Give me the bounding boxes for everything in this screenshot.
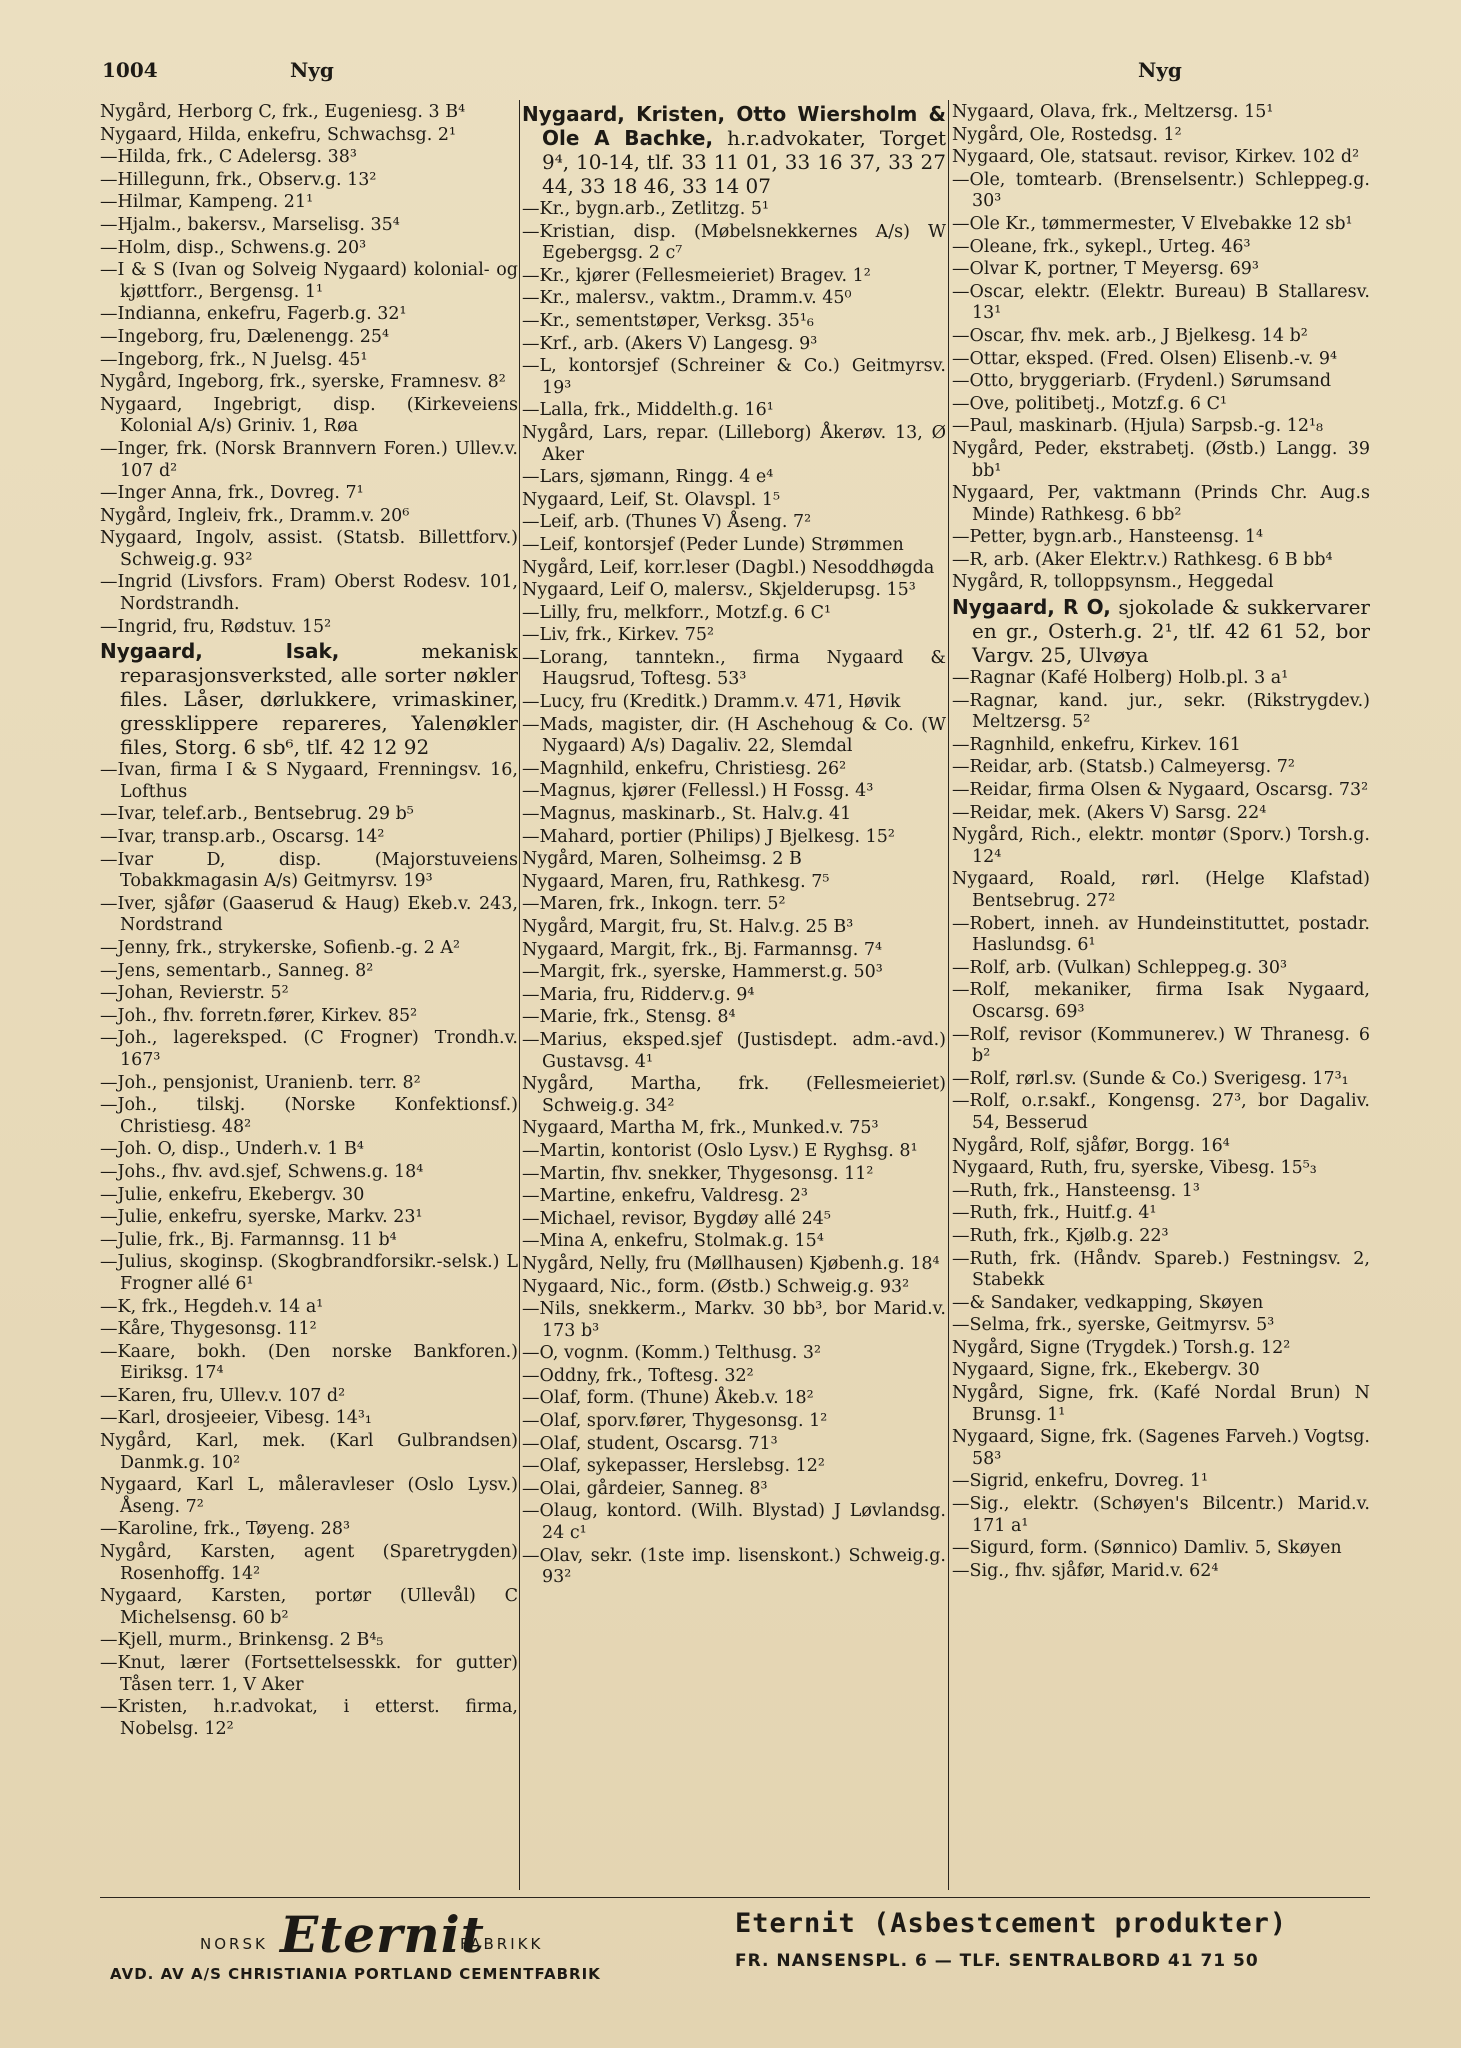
- entry-name: Nygaard, Kristen, Otto Wiersholm & Ole A Bachke,: [522, 102, 946, 150]
- directory-entry: —Krf., arb. (Akers V) Langesg. 9³: [522, 333, 818, 354]
- ad-address: FR. NANSENSPL. 6 — TLF. SENTRALBORD 41 71 50: [735, 1951, 1259, 1971]
- directory-entry: Nygaard, Roald, rørl. (Helge Klafstad) Bentsebrug. 27²: [952, 869, 1370, 911]
- directory-entry: —Robert, inneh. av Hundeinstituttet, postadr. Haslundsg. 6¹: [952, 913, 1370, 956]
- entry-details: mekanisk reparasjonsverksted, alle sorter nøkler files. Låser, dørlukkere, vrimaskiner, gressklippere repareres, Yalenøkler files, Storg. 6 sb⁶, tlf. 42 12 92: [120, 639, 518, 760]
- directory-entry: —Leif, arb. (Thunes V) Åseng. 7²: [522, 512, 812, 533]
- directory-entry: —Petter, bygn.arb., Hansteensg. 1⁴: [952, 527, 1264, 548]
- directory-entry: —Rolf, o.r.sakf., Kongensg. 27³, bor Dagaliv. 54, Besserud: [952, 1091, 1370, 1133]
- directory-entry: —Nils, snekkerm., Markv. 30 bb³, bor Marid.v. 173 b³: [522, 1299, 946, 1341]
- directory-entry: —Lucy, fru (Kreditk.) Dramm.v. 471, Høvik: [522, 692, 901, 713]
- directory-entry: —Martine, enkefru, Valdresg. 2³: [522, 1186, 808, 1207]
- directory-entry: —Ruth, frk. (Håndv. Spareb.) Festningsv. 2, Stabekk: [952, 1248, 1370, 1291]
- directory-entry: —Ove, politibetj., Motzf.g. 6 C¹: [952, 393, 1228, 414]
- directory-entry: —Oddny, frk., Toftesg. 32²: [522, 1365, 754, 1386]
- directory-entry: Nygård, Ingleiv, frk., Dramm.v. 20⁶: [100, 505, 410, 526]
- eternit-logo: Eternit: [280, 1905, 485, 1964]
- directory-entry: —Maria, fru, Ridderv.g. 9⁴: [522, 984, 755, 1005]
- directory-entry: —Indianna, enkefru, Fagerb.g. 32¹: [100, 304, 407, 325]
- directory-entry: —Holm, disp., Schwens.g. 20³: [100, 237, 367, 258]
- directory-entry: —Olai, gårdeier, Sanneg. 8³: [522, 1478, 768, 1499]
- directory-entry: Nygård, Karl, mek. (Karl Gulbrandsen) Danmk.g. 10²: [100, 1431, 518, 1473]
- directory-entry: —Sigrid, enkefru, Dovreg. 1¹: [952, 1471, 1209, 1492]
- directory-entry: —Oscar, elektr. (Elektr. Bureau) B Stallaresv. 13¹: [952, 281, 1370, 324]
- directory-entry: —Mads, magister, dir. (H Aschehoug & Co. (W Nygaard) A/s) Dagaliv. 22, Slemdal: [522, 714, 946, 757]
- directory-entry: —Olaug, kontord. (Wilh. Blystad) J Løvlandsg. 24 c¹: [522, 1501, 946, 1544]
- footer-divider: [100, 1897, 1370, 1898]
- directory-entry: Nygård, Peder, ekstrabetj. (Østb.) Langg. 39 bb¹: [952, 438, 1370, 481]
- directory-entry: Nygaard, Karl L, måleravleser (Oslo Lysv.) Åseng. 7²: [100, 1475, 518, 1517]
- directory-entry: —Reidar, firma Olsen & Nygaard, Oscarsg. 73²: [952, 780, 1369, 801]
- entry-name: Nygaard, R O,: [952, 595, 1111, 620]
- directory-entry: —Ruth, frk., Hansteensg. 1³: [952, 1180, 1200, 1201]
- directory-entry: —Julie, enkefru, Ekebergv. 30: [100, 1184, 365, 1205]
- directory-column-3: [952, 102, 1370, 1950]
- directory-entry: —Ragnar (Kafé Holberg) Holb.pl. 3 a¹: [952, 668, 1289, 689]
- directory-entry: Nygaard, Per, vaktmann (Prinds Chr. Aug.s Minde) Rathkesg. 6 bb²: [952, 483, 1370, 525]
- directory-entry: —Marie, frk., Stensg. 8⁴: [522, 1007, 736, 1028]
- directory-entry: —Oleane, frk., sykepl., Urteg. 46³: [952, 236, 1251, 257]
- directory-entry: —Johan, Revierstr. 5²: [100, 983, 289, 1004]
- ad-fabrikk: FABRIKK: [460, 1935, 544, 1953]
- directory-column-2: [522, 102, 946, 1950]
- directory-entry: —Mina A, enkefru, Stolmak.g. 15⁴: [522, 1231, 824, 1252]
- directory-entry: —Ole Kr., tømmermester, V Elvebakke 12 sb¹: [952, 213, 1353, 234]
- directory-entry: —Ottar, eksped. (Fred. Olsen) Elisenb.-v. 9⁴: [952, 348, 1338, 369]
- directory-entry: —Lilly, fru, melkforr., Motzf.g. 6 C¹: [522, 602, 832, 623]
- directory-entry: —Knut, lærer (Fortsettelsesskk. for gutter) Tåsen terr. 1, V Aker: [100, 1653, 518, 1695]
- directory-entry: —Maren, frk., Inkogn. terr. 5²: [522, 894, 786, 915]
- directory-entry: —Olaf, student, Oscarsg. 71³: [522, 1433, 778, 1454]
- directory-entry: —Olav, sekr. (1ste imp. lisenskont.) Schweig.g. 93²: [522, 1545, 946, 1588]
- running-head-right: Nyg: [1138, 58, 1182, 82]
- directory-entry: —Hjalm., bakersv., Marselisg. 35⁴: [100, 214, 400, 235]
- directory-entry: Nygaard, Leif, St. Olavspl. 1⁵: [522, 489, 780, 510]
- directory-entry: Nygård, Ingeborg, frk., syerske, Framnesv. 8²: [100, 372, 506, 393]
- directory-entry: —Rolf, arb. (Vulkan) Schleppeg.g. 30³: [952, 957, 1287, 978]
- directory-entry: Nygaard, Martha M, frk., Munked.v. 75³: [522, 1118, 879, 1139]
- directory-entry: Nygård, Rich., elektr. montør (Sporv.) Torsh.g. 12⁴: [952, 825, 1370, 867]
- directory-entry: Nygaard, Karsten, portør (Ullevål) C Michelsensg. 60 b²: [100, 1586, 518, 1628]
- directory-entry: —Ingeborg, fru, Dælenengg. 25⁴: [100, 326, 390, 347]
- directory-entry: —O, vognm. (Komm.) Telthusg. 3²: [522, 1343, 821, 1364]
- directory-entry: —K, frk., Hegdeh.v. 14 a¹: [100, 1296, 324, 1317]
- directory-entry: —Margit, frk., syerske, Hammerst.g. 50³: [522, 962, 883, 983]
- directory-entry: —Magnus, kjører (Fellessl.) H Fossg. 4³: [522, 781, 874, 802]
- directory-entry: —Kristian, disp. (Møbelsnekkernes A/s) W Egebergsg. 2 c⁷: [522, 221, 946, 264]
- directory-entry: —Kaare, bokh. (Den norske Bankforen.) Eiriksg. 17⁴: [100, 1341, 518, 1384]
- directory-entry: —Lalla, frk., Middelth.g. 16¹: [522, 400, 774, 421]
- directory-entry: —Ivar, transp.arb., Oscarsg. 14²: [100, 827, 385, 848]
- directory-entry: —Kristen, h.r.advokat, i etterst. firma, Nobelsg. 12²: [100, 1697, 518, 1739]
- directory-entry: —Rolf, rørl.sv. (Sunde & Co.) Sverigesg. 17³₁: [952, 1068, 1349, 1089]
- directory-entry: —Joh., pensjonist, Uranienb. terr. 8²: [100, 1072, 421, 1093]
- directory-entry: —Ruth, frk., Huitf.g. 4¹: [952, 1203, 1157, 1224]
- column-divider: [948, 100, 949, 1890]
- directory-entry: —& Sandaker, vedkapping, Skøyen: [952, 1292, 1264, 1313]
- directory-entry: —Hilda, frk., C Adelersg. 38³: [100, 147, 357, 168]
- entry-details: sjokolade & sukkervarer en gr., Osterh.g. 2¹, tlf. 42 61 52, bor Vargv. 25, Ulvøya: [972, 595, 1370, 668]
- directory-entry: —Liv, frk., Kirkev. 75²: [522, 625, 715, 646]
- directory-entry: —Kr., malersv., vaktm., Dramm.v. 45⁰: [522, 288, 852, 309]
- directory-entry: —Olaf, sykepasser, Herslebsg. 12²: [522, 1456, 825, 1477]
- directory-entry: —Sigurd, form. (Sønnico) Damliv. 5, Skøyen: [952, 1538, 1342, 1559]
- directory-column-1: [100, 102, 518, 1950]
- directory-entry: —Olaf, sporv.fører, Thygesonsg. 1²: [522, 1411, 828, 1432]
- directory-entry: Nygård, Ole, Rostedsg. 1²: [952, 124, 1182, 145]
- ad-subline: AVD. AV A/S CHRISTIANIA PORTLAND CEMENTFABRIK: [110, 1965, 601, 1983]
- directory-entry: Nygaard, Ingolv, assist. (Statsb. Billettforv.) Schweig.g. 93²: [100, 528, 518, 570]
- column-divider: [519, 100, 520, 1890]
- running-head-left: Nyg: [290, 58, 334, 82]
- directory-entry: Nygård, Leif, korr.leser (Dagbl.) Nesoddhøgda: [522, 557, 935, 578]
- page-number: 1004: [102, 58, 158, 82]
- directory-entry: —Kr., kjører (Fellesmeieriet) Bragev. 1²: [522, 265, 871, 286]
- directory-entry: —Michael, revisor, Bygdøy allé 24⁵: [522, 1208, 831, 1229]
- directory-entry: Nygård, Maren, Solheimsg. 2 B: [522, 849, 802, 870]
- eternit-logo-advert: [110, 1905, 630, 1995]
- directory-entry: —Magnhild, enkefru, Christiesg. 26²: [522, 758, 847, 779]
- directory-entry: Nygård, Herborg C, frk., Eugeniesg. 3 B⁴: [100, 102, 466, 122]
- directory-entry: Nygaard, Olava, frk., Meltzersg. 15¹: [952, 102, 1274, 122]
- directory-entry: —Magnus, maskinarb., St. Halv.g. 41: [522, 804, 852, 825]
- directory-entry: —Hilmar, Kampeng. 21¹: [100, 192, 314, 213]
- directory-entry: —Kr., sementstøper, Verksg. 35¹₆: [522, 310, 814, 331]
- directory-entry: Nygård, Karsten, agent (Sparetrygden) Rosenhoffg. 14²: [100, 1542, 518, 1584]
- directory-entry: Nygaard, Ingebrigt, disp. (Kirkeveiens Kolonial A/s) Griniv. 1, Røa: [100, 394, 518, 437]
- directory-entry: —Jens, sementarb., Sanneg. 8²: [100, 960, 374, 981]
- directory-entry: —Lorang, tanntekn., firma Nygaard & Haugsrud, Toftesg. 53³: [522, 647, 946, 690]
- directory-entry: —Hillegunn, frk., Observ.g. 13²: [100, 169, 377, 190]
- directory-entry: —Ivan, firma I & S Nygaard, Frenningsv. 16, Lofthus: [100, 760, 518, 802]
- directory-entry: —Karen, fru, Ullev.v. 107 d²: [100, 1385, 346, 1406]
- directory-entry: —Julie, frk., Bj. Farmannsg. 11 b⁴: [100, 1229, 397, 1250]
- directory-entry: Nygaard, Signe, frk., Ekebergv. 30: [952, 1360, 1260, 1381]
- directory-entry: —R, arb. (Aker Elektr.v.) Rathkesg. 6 B bb⁴: [952, 549, 1333, 570]
- directory-entry: Nygård, Rolf, sjåfør, Borgg. 16⁴: [952, 1135, 1230, 1156]
- directory-entry: —Leif, kontorsjef (Peder Lunde) Strømmen: [522, 534, 904, 555]
- directory-entry: —Inger, frk. (Norsk Brannvern Foren.) Ullev.v. 107 d²: [100, 438, 518, 481]
- directory-entry: —Ingeborg, frk., N Juelsg. 45¹: [100, 349, 368, 370]
- directory-entry: —Kåre, Thygesonsg. 11²: [100, 1319, 317, 1340]
- directory-entry: —Olvar K, portner, T Meyersg. 69³: [952, 259, 1259, 280]
- directory-entry: —Joh., fhv. forretn.fører, Kirkev. 85²: [100, 1005, 418, 1026]
- directory-entry: —Olaf, form. (Thune) Åkeb.v. 18²: [522, 1388, 814, 1409]
- directory-entry: [522, 102, 946, 198]
- directory-entry: —Kr., bygn.arb., Zetlitzg. 5¹: [522, 199, 769, 219]
- directory-entry: —Paul, maskinarb. (Hjula) Sarpsb.-g. 12¹₈: [952, 416, 1324, 437]
- directory-entry: —Karl, drosjeeier, Vibesg. 14³₁: [100, 1408, 372, 1429]
- directory-entry: —Rolf, revisor (Kommunerev.) W Thranesg. 6 b²: [952, 1024, 1370, 1067]
- directory-entry: —Marius, eksped.sjef (Justisdept. adm.-avd.) Gustavsg. 4¹: [522, 1029, 946, 1072]
- eternit-text-advert: [735, 1908, 1375, 1971]
- directory-entry: —Rolf, mekaniker, firma Isak Nygaard, Oscarsg. 69³: [952, 980, 1370, 1022]
- directory-entry: Nygaard, Nic., form. (Østb.) Schweig.g. 93²: [522, 1276, 910, 1297]
- directory-entry: Nygaard, Hilda, enkefru, Schwachsg. 2¹: [100, 124, 457, 145]
- directory-entry: —Reidar, arb. (Statsb.) Calmeyersg. 7²: [952, 757, 1295, 778]
- directory-entry: —Oscar, fhv. mek. arb., J Bjelkesg. 14 b²: [952, 325, 1308, 346]
- directory-entry: —Karoline, frk., Tøyeng. 28³: [100, 1519, 350, 1540]
- directory-entry: —Inger Anna, frk., Dovreg. 7¹: [100, 483, 364, 504]
- directory-entry: —Kjell, murm., Brinkensg. 2 B⁴₅: [100, 1630, 384, 1651]
- directory-entry: Nygård, R, tolloppsynsm., Heggedal: [952, 572, 1274, 593]
- directory-entry: —Ivar, telef.arb., Bentsebrug. 29 b⁵: [100, 804, 414, 825]
- directory-entry: —Reidar, mek. (Akers V) Sarsg. 22⁴: [952, 802, 1267, 823]
- ad-title: Eternit (Asbestcement produkter): [735, 1908, 1288, 1939]
- directory-entry: —Jenny, frk., strykerske, Sofienb.-g. 2 A²: [100, 938, 461, 958]
- directory-entry: —Julie, enkefru, syerske, Markv. 23¹: [100, 1207, 423, 1228]
- directory-entry: —Ruth, frk., Kjølb.g. 22³: [952, 1225, 1169, 1246]
- directory-entry: —Selma, frk., syerske, Geitmyrsv. 5³: [952, 1315, 1275, 1336]
- directory-entry: Nygård, Signe, frk. (Kafé Nordal Brun) N Brunsg. 1¹: [952, 1383, 1370, 1425]
- directory-entry: —Ivar D, disp. (Majorstuveiens Tobakkmagasin A/s) Geitmyrsv. 19³: [100, 849, 518, 892]
- directory-entry: Nygård, Lars, repar. (Lilleborg) Åkerøv. 13, Ø Aker: [522, 422, 946, 465]
- directory-entry: Nygård, Nelly, fru (Møllhausen) Kjøbenh.g. 18⁴: [522, 1253, 940, 1274]
- directory-entry: —Ingrid (Livsfors. Fram) Oberst Rodesv. 101, Nordstrandh.: [100, 572, 518, 615]
- directory-entry: Nygaard, Signe, frk. (Sagenes Farveh.) Vogtsg. 58³: [952, 1427, 1370, 1469]
- directory-entry: Nygård, Margit, fru, St. Halv.g. 25 B³: [522, 917, 854, 937]
- directory-entry: Nygaard, Margit, frk., Bj. Farmannsg. 7⁴: [522, 939, 882, 960]
- directory-entry: —Joh., lagereksped. (C Frogner) Trondh.v. 167³: [100, 1028, 518, 1070]
- directory-entry: —Otto, bryggeriarb. (Frydenl.) Sørumsand: [952, 371, 1332, 392]
- directory-entry: —Iver, sjåfør (Gaaserud & Haug) Ekeb.v. 243, Nordstrand: [100, 893, 518, 936]
- directory-entry: —Ingrid, fru, Rødstuv. 15²: [100, 616, 332, 637]
- directory-entry: —Joh. O, disp., Underh.v. 1 B⁴: [100, 1139, 364, 1160]
- directory-entry: —Martin, kontorist (Oslo Lysv.) E Ryghsg. 8¹: [522, 1140, 918, 1161]
- directory-entry: —Johs., fhv. avd.sjef, Schwens.g. 18⁴: [100, 1161, 424, 1182]
- entry-name: Nygaard, Isak,: [100, 639, 340, 664]
- directory-entry: [952, 595, 1370, 667]
- directory-entry: Nygård, Martha, frk. (Fellesmeieriet) Schweig.g. 34²: [522, 1074, 946, 1116]
- directory-entry: Nygaard, Ole, statsaut. revisor, Kirkev. 102 d²: [952, 147, 1360, 168]
- directory-entry: —Ole, tomtearb. (Brenselsentr.) Schleppeg.g. 30³: [952, 169, 1370, 212]
- directory-entry: —I & S (Ivan og Solveig Nygaard) kolonial- og kjøttforr., Bergensg. 1¹: [100, 260, 518, 302]
- directory-entry: —L, kontorsjef (Schreiner & Co.) Geitmyrsv. 19³: [522, 356, 946, 398]
- directory-entry: —Joh., tilskj. (Norske Konfektionsf.) Christiesg. 48²: [100, 1095, 518, 1137]
- directory-entry: —Lars, sjømann, Ringg. 4 e⁴: [522, 467, 774, 488]
- directory-entry: Nygaard, Ruth, fru, syerske, Vibesg. 15⁵₃: [952, 1158, 1317, 1179]
- directory-entry: —Sig., elektr. (Schøyen's Bilcentr.) Marid.v. 171 a¹: [952, 1494, 1370, 1536]
- ad-norsk: NORSK: [200, 1935, 268, 1953]
- directory-entry: —Ragnhild, enkefru, Kirkev. 161: [952, 734, 1241, 755]
- directory-entry: —Ragnar, kand. jur., sekr. (Rikstrygdev.) Meltzersg. 5²: [952, 690, 1370, 733]
- directory-entry: —Sig., fhv. sjåfør, Marid.v. 62⁴: [952, 1560, 1219, 1581]
- directory-entry: —Martin, fhv. snekker, Thygesonsg. 11²: [522, 1163, 874, 1184]
- directory-entry: Nygård, Signe (Trygdek.) Torsh.g. 12²: [952, 1337, 1291, 1358]
- directory-entry: Nygaard, Maren, fru, Rathkesg. 7⁵: [522, 871, 830, 892]
- directory-entry: —Mahard, portier (Philips) J Bjelkesg. 15²: [522, 826, 895, 847]
- directory-entry: Nygaard, Leif O, malersv., Skjelderupsg. 15³: [522, 580, 916, 601]
- entry-details: h.r.advokater, Torget 9⁴, 10-14, tlf. 33 11 01, 33 16 37, 33 27 44, 33 18 46, 33 14 07: [542, 126, 946, 198]
- directory-entry: —Julius, skoginsp. (Skogbrandforsikr.-selsk.) L Frogner allé 6¹: [100, 1252, 518, 1294]
- directory-entry: [100, 639, 518, 759]
